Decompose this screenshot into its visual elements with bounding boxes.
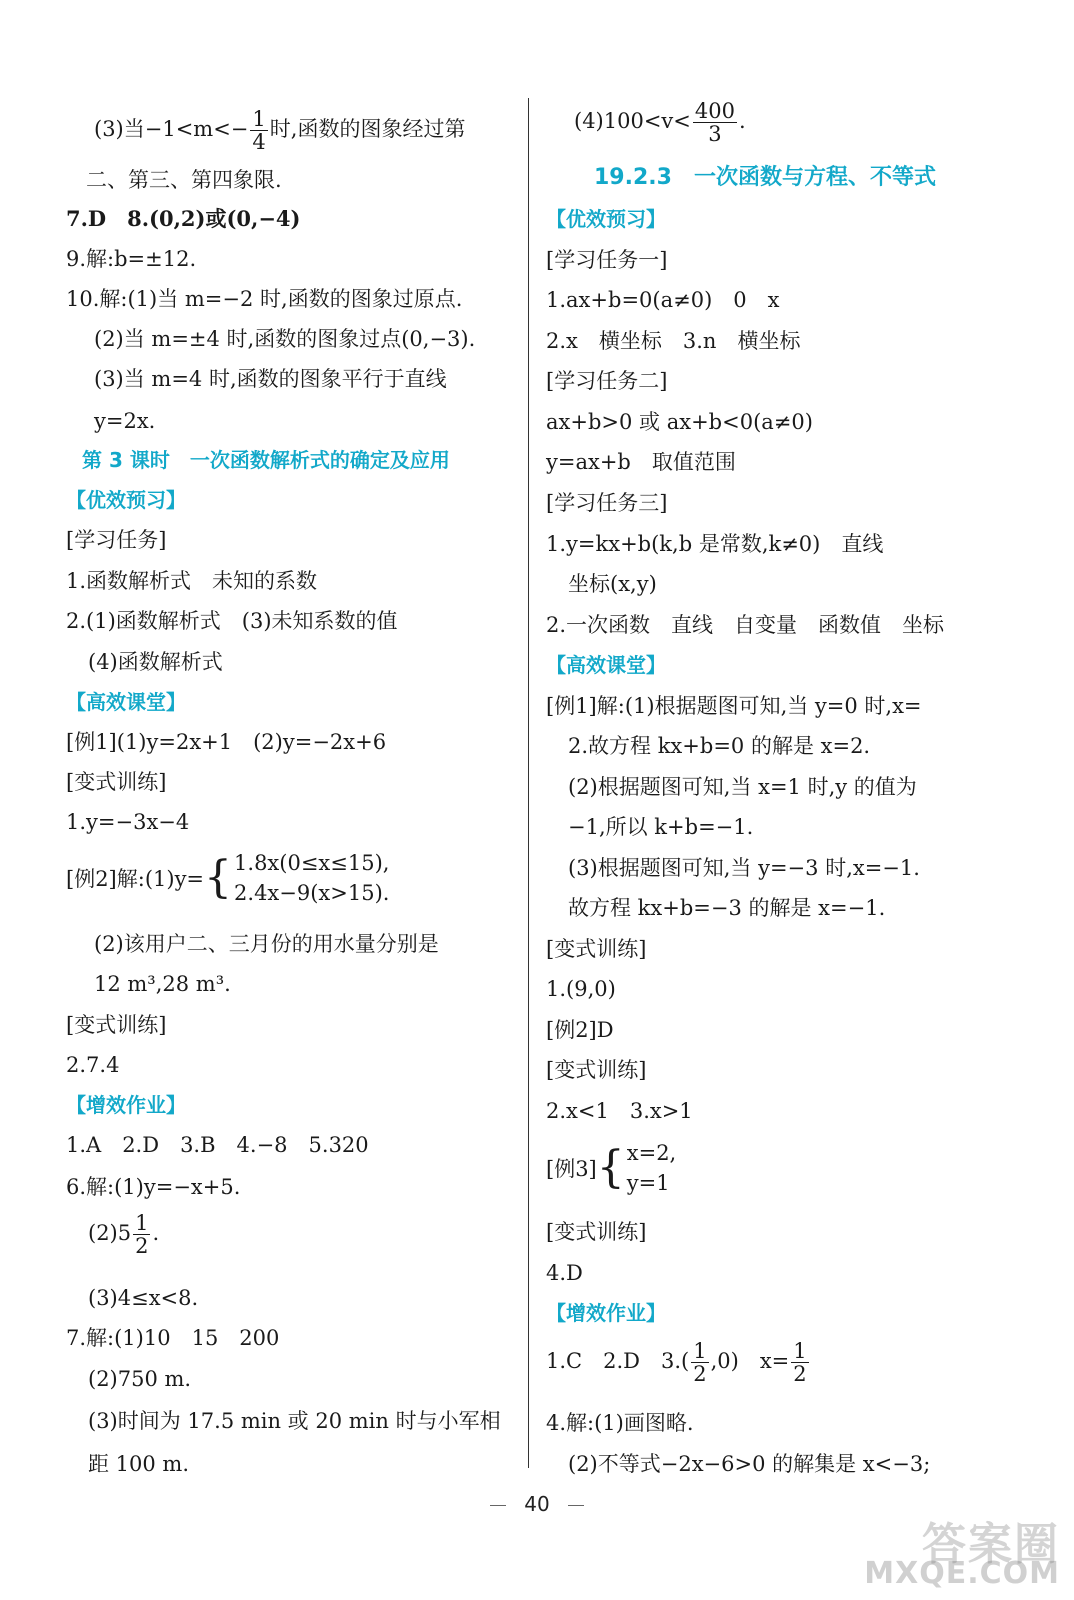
case-line: 2.4x−9(x>15). <box>234 881 390 905</box>
fraction-denominator: 3 <box>708 122 722 146</box>
answer-line: (2)该用户二、三月份的用水量分别是 <box>94 932 439 956</box>
fraction-denominator: 2 <box>135 1234 149 1258</box>
answer-line: [学习任务一] <box>546 248 668 272</box>
answer-line: (2)不等式−2x−6>0 的解集是 x<−3; <box>568 1452 931 1476</box>
answer-line: 2.x<1 3.x>1 <box>546 1099 693 1123</box>
answer-line: 1.(9,0) <box>546 977 616 1001</box>
fraction <box>693 100 737 145</box>
cases <box>627 1138 676 1198</box>
page-number-text: 40 <box>524 1492 550 1516</box>
answer-line: 距 100 m. <box>88 1452 190 1476</box>
text: (3)当−1<m<− <box>94 117 249 141</box>
answer-line: [变式训练] <box>546 1058 647 1082</box>
fraction-denominator: 4 <box>252 130 266 154</box>
page-number-dash <box>490 1505 506 1506</box>
answer-line: 7.解:(1)10 15 200 <box>66 1326 280 1350</box>
answer-line: y=2x. <box>94 409 156 433</box>
answer-line: −1,所以 k+b=−1. <box>568 815 754 839</box>
answer-line: 2.一次函数 直线 自变量 函数值 坐标 <box>546 613 945 637</box>
section-heading: 【优效预习】 <box>66 488 186 512</box>
section-heading: 【增效作业】 <box>546 1301 666 1325</box>
text: (2)5 <box>88 1221 132 1245</box>
section-heading: 【高效课堂】 <box>546 653 666 677</box>
answer-line: [例1]解:(1)根据题图可知,当 y=0 时,x= <box>546 694 922 718</box>
answer-line: 故方程 kx+b=−3 的解是 x=−1. <box>568 896 886 920</box>
fraction <box>133 1212 150 1257</box>
page-number-dash <box>568 1505 584 1506</box>
answer-line: 1.y=kx+b(k,b 是常数,k≠0) 直线 <box>546 532 884 556</box>
answer-line: (2)750 m. <box>88 1367 192 1391</box>
answer-line: 1.ax+b=0(a≠0) 0 x <box>546 288 780 312</box>
answer-line: [变式训练] <box>66 770 167 794</box>
answer-line: [变式训练] <box>66 1013 167 1037</box>
answer-line: 2.故方程 kx+b=0 的解是 x=2. <box>568 734 871 758</box>
answer-line: 12 m³,28 m³. <box>94 972 231 996</box>
answer-line <box>94 108 465 153</box>
answer-line: ax+b>0 或 ax+b<0(a≠0) <box>546 410 813 434</box>
answer-line: (3)根据题图可知,当 y=−3 时,x=−1. <box>568 856 920 880</box>
fraction-numerator: 1 <box>793 1339 807 1363</box>
answer-line: 二、第三、第四象限. <box>86 168 282 192</box>
answer-line: 2.7.4 <box>66 1053 120 1077</box>
text: [例2]解:(1)y= <box>66 867 205 891</box>
brace: { <box>204 852 233 903</box>
answer-line: [例2]D <box>546 1018 614 1042</box>
answer-line: 4.D <box>546 1261 583 1285</box>
text: 1.C 2.D 3.( <box>546 1349 690 1373</box>
section-heading: 【增效作业】 <box>66 1093 186 1117</box>
answer-line: y=ax+b 取值范围 <box>546 450 736 474</box>
answer-line <box>88 1212 159 1257</box>
answer-line: 4.解:(1)画图略. <box>546 1411 694 1435</box>
answer-line <box>546 1340 811 1385</box>
fraction-numerator: 1 <box>252 107 266 131</box>
answer-line: (3)当 m=4 时,函数的图象平行于直线 <box>94 367 447 391</box>
answer-line <box>546 1138 676 1198</box>
answer-line: 坐标(x,y) <box>568 572 657 596</box>
answer-line: 6.解:(1)y=−x+5. <box>66 1175 241 1199</box>
answer-line: 2.(1)函数解析式 (3)未知系数的值 <box>66 609 398 633</box>
text: (4)100<v< <box>574 109 691 133</box>
answer-line: 10.解:(1)当 m=−2 时,函数的图象过原点. <box>66 287 463 311</box>
text: 时,函数的图象经过第 <box>269 117 466 141</box>
section-heading: 【优效预习】 <box>546 207 666 231</box>
answer-line: 1.y=−3x−4 <box>66 810 190 834</box>
answer-line: 9.解:b=±12. <box>66 247 197 271</box>
fraction-denominator: 2 <box>793 1362 807 1386</box>
case-line: y=1 <box>626 1171 670 1195</box>
answer-line: [变式训练] <box>546 937 647 961</box>
answer-line <box>574 100 746 145</box>
answer-line: (4)函数解析式 <box>88 650 223 674</box>
fraction <box>691 1340 708 1385</box>
answer-line: 2.x 横坐标 3.n 横坐标 <box>546 329 801 353</box>
cases <box>234 848 389 908</box>
fraction-numerator: 1 <box>135 1211 149 1235</box>
piecewise-expression <box>66 848 389 908</box>
section-title: 第 3 课时 一次函数解析式的确定及应用 <box>82 448 450 472</box>
fraction-numerator: 1 <box>693 1339 707 1363</box>
fraction-numerator: 400 <box>694 99 735 123</box>
column-divider <box>528 98 529 1468</box>
fraction <box>791 1340 808 1385</box>
fraction-denominator: 2 <box>693 1362 707 1386</box>
watermark-url: MXQE.COM <box>864 1556 1060 1591</box>
fraction <box>250 108 267 153</box>
watermark-logo: 答案圈 <box>922 1519 1060 1570</box>
answer-line: 7.D 8.(0,2)或(0,−4) <box>66 206 301 231</box>
answer-line: (3)时间为 17.5 min 或 20 min 时与小军相 <box>88 1409 501 1433</box>
answer-line: 1.A 2.D 3.B 4.−8 5.320 <box>66 1133 369 1157</box>
page-number <box>0 1492 1074 1516</box>
text: ,0) x= <box>710 1349 790 1373</box>
case-line: 1.8x(0≤x≤15), <box>234 851 390 875</box>
answer-line: [学习任务二] <box>546 369 668 393</box>
answer-line: [学习任务] <box>66 528 167 552</box>
answer-line: [例1](1)y=2x+1 (2)y=−2x+6 <box>66 730 387 754</box>
section-heading: 【高效课堂】 <box>66 690 186 714</box>
system-of-equations <box>546 1138 676 1198</box>
answer-line: (2)根据题图可知,当 x=1 时,y 的值为 <box>568 775 917 799</box>
section-title: 19.2.3 一次函数与方程、不等式 <box>594 165 936 190</box>
answer-line: [学习任务三] <box>546 491 668 515</box>
brace: { <box>596 1142 625 1193</box>
answer-line: 1.函数解析式 未知的系数 <box>66 569 318 593</box>
answer-line: (2)当 m=±4 时,函数的图象过点(0,−3). <box>94 327 476 351</box>
text: [例3] <box>546 1157 597 1181</box>
text: . <box>152 1221 160 1245</box>
answer-line: [变式训练] <box>546 1220 647 1244</box>
text: . <box>738 109 746 133</box>
answer-line: (3)4≤x<8. <box>88 1286 199 1310</box>
case-line: x=2, <box>626 1141 677 1165</box>
answer-line <box>66 848 389 908</box>
